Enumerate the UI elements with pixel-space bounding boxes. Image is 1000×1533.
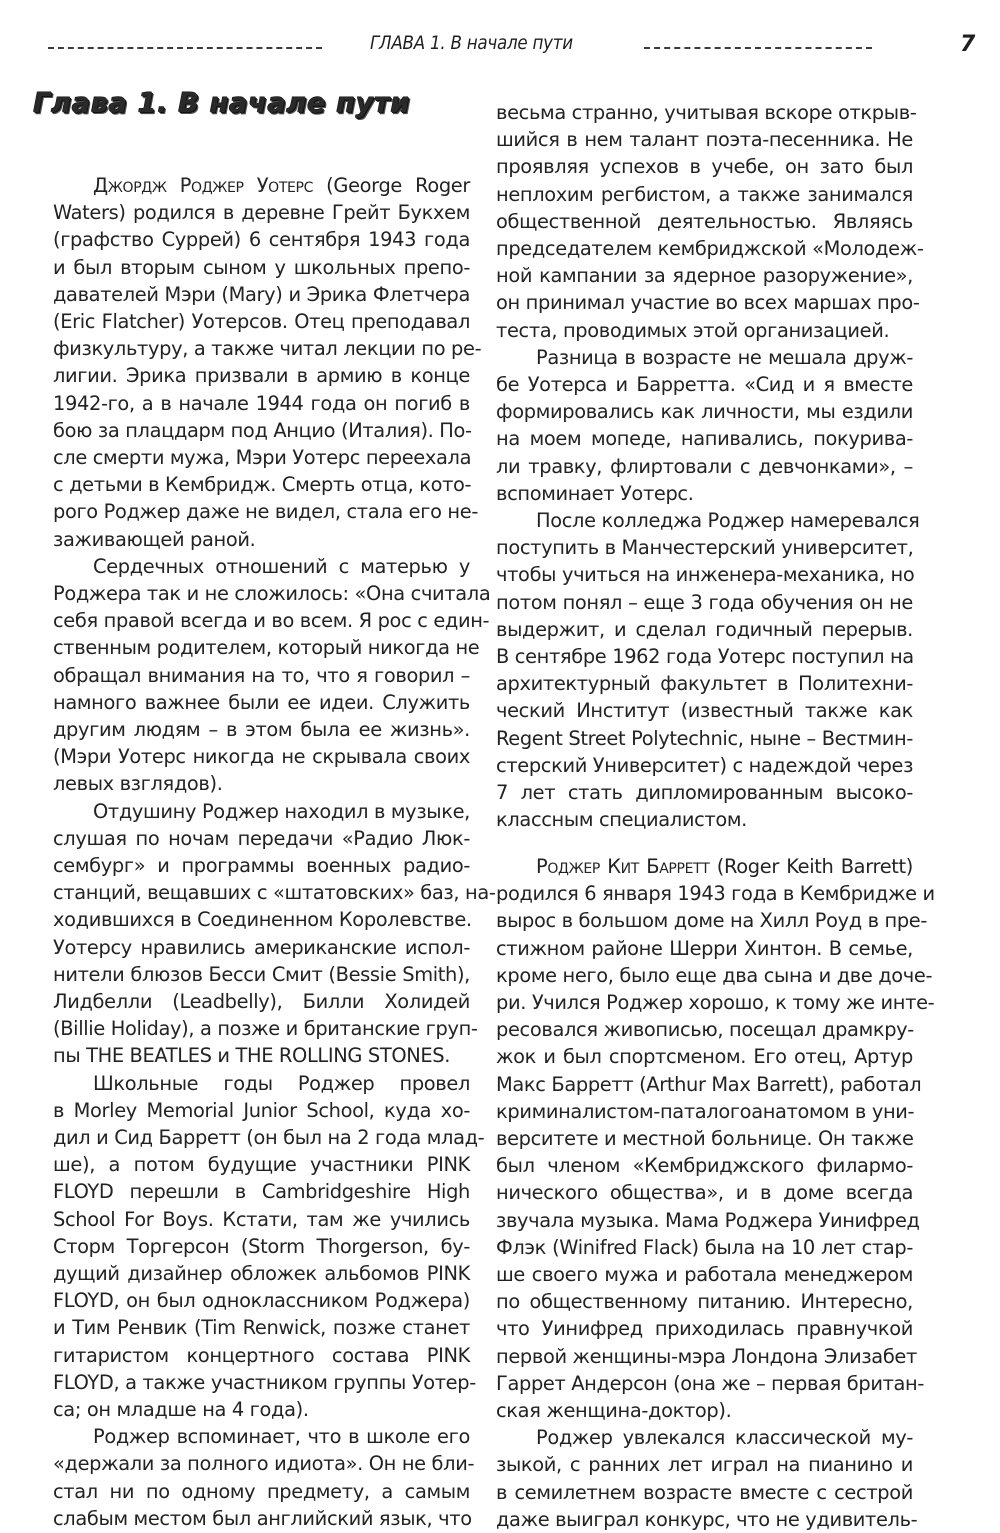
text-line: ственным родителем, который никогда не <box>53 636 480 660</box>
text-line: дущий дизайнер обложек альбомов PINK <box>53 1262 470 1285</box>
text-line: и Тим Ренвик (Tim Renwick, позже станет <box>53 1316 470 1340</box>
text-line: левых взглядов). <box>53 772 223 796</box>
text-line: 1942-го, а в начале 1944 года он погиб в <box>53 391 470 415</box>
header-rule-right <box>644 47 872 49</box>
text-line: слушая по ночам передачи «Радио Люк- <box>53 826 470 850</box>
text-line: FLOYD перешли в Cambridgeshire High <box>53 1180 470 1204</box>
page-number: 7 <box>960 32 976 57</box>
text-line: Regent Street Polytechnic, ныне – Вестмин- <box>496 726 913 750</box>
text-line: чтобы учиться на инженера-механика, но <box>496 563 915 587</box>
text-line: родился 6 января 1943 года в Кембридже и <box>496 882 935 906</box>
text-line: Сердечных отношений с матерью у <box>93 554 470 578</box>
text-line: Роджер вспоминает, что в школе его <box>93 1425 470 1449</box>
text-line: теста, проводимых этой организацией. <box>496 318 890 342</box>
text-line: себя правой всегда и во всем. Я рос с един- <box>53 609 490 633</box>
text-line: ходившихся в Соединенном Королевстве. <box>53 908 472 932</box>
running-head <box>48 30 978 64</box>
text-line: общественной деятельностью. Являясь <box>496 209 913 233</box>
text-span: (Roger Keith Barrett) <box>709 854 913 878</box>
text-line: «держали за полного идиота». Он не бли- <box>53 1452 475 1476</box>
text-line: по общественному питанию. Интересно, <box>496 1290 913 1314</box>
text-line: Waters) родился в деревне Грейт Букхем <box>53 201 470 225</box>
text-line: Школьные годы Роджер провел <box>93 1071 470 1095</box>
text-line: верситете и местной больнице. Он также <box>496 1126 914 1150</box>
text-line: он принимал участие во всех маршах про- <box>496 291 920 315</box>
text-line: был членом «Кембриджского филармо- <box>496 1154 913 1178</box>
text-line: ская женщина-доктор). <box>496 1398 732 1422</box>
text-line: 7 лет стать дипломированным высоко- <box>496 781 913 804</box>
text-line: председателем кембриджской «Молодеж- <box>496 237 924 260</box>
text-line: и был вторым сыном у школьных препо- <box>53 255 470 279</box>
text-line <box>53 172 470 199</box>
text-line: зыкой, с ранних лет играл на пианино и <box>496 1453 913 1477</box>
text-line: (графство Суррей) 6 сентября 1943 года <box>53 228 470 252</box>
text-line: лигии. Эрика призвали в армию в конце <box>53 364 470 388</box>
text-line: Роджер увлекался классической му- <box>536 1426 913 1450</box>
text-line: FLOYD, он был одноклассником Роджера) <box>53 1289 470 1313</box>
text-line: ной кампании за ядерное разоружение», <box>496 264 913 288</box>
text-line: формировались как личности, мы ездили <box>496 400 913 424</box>
text-line: на моем мопеде, напивались, покурива- <box>496 427 913 451</box>
text-line: кроме него, было еще два сына и две доче- <box>496 963 933 987</box>
text-line: шийся в нем талант поэта-песенника. Не <box>496 128 913 152</box>
text-line: обращал внимания на то, что я говорил – <box>53 663 470 687</box>
text-line: бе Уотерса и Барретта. «Сид и я вместе <box>496 373 913 396</box>
text-line: жок и был спортсменом. Его отец, Артур <box>496 1045 913 1069</box>
text-line: заживающей раной. <box>53 527 256 551</box>
text-line: нители блюзов Бесси Смит (Bessie Smith), <box>53 962 470 986</box>
text-line: намного важнее были ее идеи. Служить <box>53 690 470 714</box>
text-line: бою за плацдарм под Анцио (Италия). По- <box>53 418 472 442</box>
text-line: архитектурный факультет в Политехни- <box>496 672 913 696</box>
text-line: что Уинифред приходилась правнучкой <box>496 1317 913 1341</box>
text-line: Гаррет Андерсон (она же – первая британ- <box>496 1371 925 1395</box>
text-line: После колледжа Роджер намеревался <box>536 509 920 532</box>
text-line: вырос в большом доме на Хилл Роуд в пре- <box>496 909 928 933</box>
text-line: стал ни по одному предмету, а самым <box>53 1479 470 1503</box>
text-line: физкультуру, а также читал лекции по ре- <box>53 337 482 361</box>
text-line: ше), а потом будущие участники PINK <box>53 1153 470 1177</box>
text-line: стерский Университет) с надеждой через <box>496 753 914 777</box>
text-line: сембург» и программы военных радио- <box>53 854 470 877</box>
text-line: поступить в Манчестерский университет, <box>496 536 914 560</box>
running-head-title: ГЛАВА 1. В начале пути <box>370 32 573 54</box>
text-line: School For Boys. Кстати, там же учились <box>53 1207 470 1231</box>
text-line: ше своего мужа и работала менеджером <box>496 1262 913 1286</box>
name-smallcaps: Роджер Кит Барретт <box>536 854 710 878</box>
text-line: пы THE BEATLES и THE ROLLING STONES. <box>53 1044 451 1068</box>
text-line: криминалистом-паталогоанатомом в уни- <box>496 1099 915 1123</box>
text-line: стижном районе Шерри Хинтон. В семье, <box>496 936 913 960</box>
text-line: гитаристом концертного состава PINK <box>53 1343 470 1367</box>
text-line: Сторм Торгерсон (Storm Thorgerson, бу- <box>53 1234 470 1258</box>
text-line: ри. Учился Роджер хорошо, к тому же инте- <box>496 990 935 1014</box>
text-line: ли травку, флиртовали с девчонками», – <box>496 454 913 478</box>
text-line: рого Роджер даже не видел, стала его не- <box>53 500 478 524</box>
text-line: Разница в возрасте не мешала друж- <box>536 345 913 369</box>
text-line: В сентябре 1962 года Уотерс поступил на <box>496 645 914 668</box>
text-span: (George Roger <box>313 174 470 197</box>
text-line: Уотерсу нравились американские испол- <box>53 935 470 959</box>
text-line: потом понял – еще 3 года обучения он не <box>496 590 913 614</box>
text-line: звучала музыка. Мама Роджера Уинифред <box>496 1208 920 1232</box>
text-line: са; он младше на 4 года). <box>53 1398 309 1421</box>
text-line: неплохим регбистом, а также занимался <box>496 182 913 206</box>
text-line: вспоминает Уотерс. <box>496 481 694 505</box>
text-line: другим людям – в этом была ее жизнь». <box>53 718 470 741</box>
text-line: слабым местом был английский язык, что <box>53 1506 472 1530</box>
chapter-heading: Глава 1. В начале пути <box>33 86 410 119</box>
text-line <box>496 853 913 880</box>
text-line: Отдушину Роджер находил в музыке, <box>93 799 470 823</box>
text-line: дил и Сид Барретт (он был на 2 года млад- <box>53 1126 485 1149</box>
text-line: станций, вещавших с «штатовских» баз, на- <box>53 881 496 905</box>
text-line: (Billie Holiday), а позже и британские груп- <box>53 1017 478 1041</box>
text-line: Лидбелли (Leadbelly), Билли Холидей <box>53 990 470 1013</box>
text-line: проявляя успехов в учебе, он зато был <box>496 155 913 179</box>
text-line: сле смерти мужа, Мэри Уотерс переехала <box>53 446 472 469</box>
text-line: Флэк (Winifred Flack) была на 10 лет стар- <box>496 1235 913 1259</box>
text-line: в семилетнем возрасте вместе с сестрой <box>496 1480 913 1504</box>
text-line: Роджера так и не сложилось: «Она считала <box>53 582 491 605</box>
text-line: ресовался живописью, посещал драмкру- <box>496 1018 914 1042</box>
text-line: нического общества», и в доме всегда <box>496 1181 913 1205</box>
text-line: весьма странно, учитывая вскоре открыв- <box>496 101 917 124</box>
text-line: с детьми в Кембридж. Смерть отца, кото- <box>53 473 472 497</box>
header-rule-left <box>48 47 322 49</box>
text-line: в Morley Memorial Junior School, куда хо- <box>53 1098 470 1122</box>
text-line: ческий Институт (известный также как <box>496 699 913 723</box>
text-line: выдержит, и сделал годичный перерыв. <box>496 617 913 641</box>
text-line: (Eric Flatcher) Уотерсов. Отец преподавал <box>53 310 470 333</box>
text-line: Макс Барретт (Arthur Max Barrett), работал <box>496 1072 922 1096</box>
text-line: (Мэри Уотерс никогда не скрывала своих <box>53 745 470 769</box>
text-line: классным специалистом. <box>496 808 747 832</box>
name-smallcaps: Джордж Роджер Уотерс <box>93 174 314 197</box>
text-line: первой женщины-мэра Лондона Элизабет <box>496 1344 917 1368</box>
text-line: давателей Мэри (Mary) и Эрика Флетчера <box>53 282 470 306</box>
text-line: FLOYD, а также участником группы Уотер- <box>53 1370 476 1394</box>
text-line: даже выиграл конкурс, что не удивитель- <box>496 1507 918 1531</box>
